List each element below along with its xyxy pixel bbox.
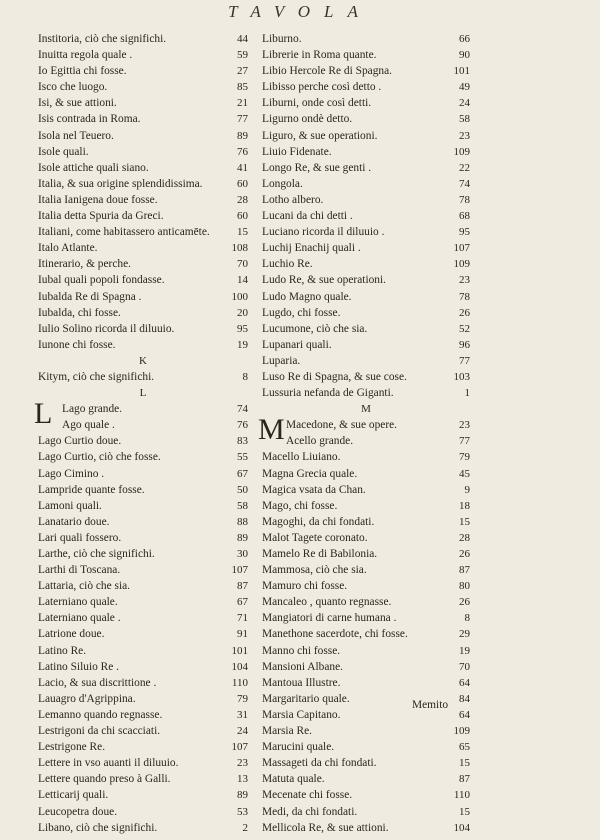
entry-text: Lestrigone Re. — [38, 741, 106, 754]
index-entry — [38, 723, 248, 739]
entry-text: Liburno. — [262, 33, 302, 45]
entry-page-number: 87 — [459, 773, 470, 786]
entry-text: Acello grande. — [286, 435, 354, 448]
index-entry — [38, 546, 248, 562]
entry-text: Magica vsata da Chan. — [262, 483, 366, 496]
page-header: TAVOLA — [228, 2, 372, 21]
entry-page-number: 22 — [459, 161, 470, 174]
entry-text: Mangiatori di carne humana . — [262, 612, 397, 625]
entry-text: Medi, da chi fondati. — [262, 805, 358, 818]
index-entry — [38, 594, 248, 610]
entry-page-number: 89 — [237, 129, 248, 142]
entry-text: Mansioni Albane. — [262, 660, 343, 673]
entry-text: Luciano ricorda il diluuio . — [262, 226, 385, 239]
entry-text: Luparia. — [262, 354, 301, 367]
index-entry — [262, 272, 470, 288]
entry-page-number: 78 — [459, 193, 470, 206]
index-entry — [262, 433, 470, 449]
entry-text: Lettere in vso auanti il diluuio. — [38, 757, 179, 770]
entry-text: Longola. — [262, 177, 303, 190]
entry-text: Letticarij quali. — [38, 789, 109, 802]
index-entry — [262, 353, 470, 369]
entry-text: Lago Curtio doue. — [38, 435, 122, 448]
index-entry — [262, 643, 470, 659]
index-entry — [262, 31, 470, 47]
entry-text: Malot Tagete coronato. — [262, 531, 368, 544]
entry-text: Macedone, & sue opere. — [286, 419, 398, 432]
index-entry — [38, 417, 248, 433]
entry-text: Massageti da chi fondati. — [262, 757, 377, 770]
index-entry — [38, 771, 248, 787]
entry-page-number: 14 — [237, 274, 248, 287]
entry-text: Lotho albero. — [262, 193, 324, 206]
entry-page-number: 53 — [237, 805, 248, 818]
index-entry — [262, 256, 470, 272]
entry-page-number: 84 — [459, 692, 470, 705]
entry-page-number: 107 — [231, 741, 248, 754]
entry-text: Iubal quali popoli fondasse. — [38, 274, 165, 287]
entry-text: Iulio Solino ricorda il diluuio. — [38, 322, 175, 335]
index-entry — [38, 482, 248, 498]
entry-page-number: 18 — [459, 499, 470, 512]
entry-page-number: 24 — [459, 97, 470, 110]
entry-page-number: 24 — [237, 725, 248, 738]
index-entry — [262, 111, 470, 127]
index-entry — [38, 305, 248, 321]
entry-page-number: 41 — [237, 161, 248, 174]
index-entry — [262, 63, 470, 79]
entry-page-number: 95 — [459, 226, 470, 239]
entry-text: Lemanno quando regnasse. — [38, 708, 163, 721]
index-entry — [38, 79, 248, 95]
entry-text: Laterniano quale . — [38, 612, 121, 625]
entry-text: Lupanari quali. — [262, 338, 332, 351]
index-entry — [262, 498, 470, 514]
entry-text: Matuta quale. — [262, 773, 325, 786]
entry-text: Mantoua Illustre. — [262, 676, 341, 689]
index-entry — [38, 321, 248, 337]
entry-text: Leucopetra doue. — [38, 805, 118, 818]
entry-text: Lamoni quali. — [38, 499, 102, 512]
entry-page-number: 66 — [459, 33, 470, 45]
entry-page-number: 87 — [459, 564, 470, 577]
entry-text: Isco che luogo. — [38, 81, 108, 94]
index-entry — [38, 176, 248, 192]
drop-cap: M — [258, 413, 285, 447]
entry-text: Mago, chi fosse. — [262, 499, 338, 512]
index-entry — [262, 771, 470, 787]
entry-text: Italia detta Spuria da Greci. — [38, 210, 164, 223]
index-entry — [38, 128, 248, 144]
entry-page-number: 95 — [237, 322, 248, 335]
entry-text: Lari quali fossero. — [38, 531, 122, 544]
entry-page-number: 74 — [237, 403, 248, 416]
index-entry — [262, 739, 470, 755]
index-column-left — [34, 31, 248, 836]
entry-text: Lugdo, chi fosse. — [262, 306, 341, 319]
entry-text: Io Egittia chi fosse. — [38, 65, 127, 78]
entry-page-number: 110 — [453, 789, 470, 802]
entry-page-number: 60 — [237, 177, 248, 190]
entry-page-number: 64 — [459, 708, 470, 721]
entry-text: Inuitta regola quale . — [38, 49, 133, 62]
entry-page-number: 26 — [459, 548, 470, 560]
index-entry — [38, 466, 248, 482]
entry-text: Lettere quando preso à Galli. — [38, 773, 171, 786]
index-entry — [262, 79, 470, 95]
entry-page-number: 91 — [237, 628, 248, 641]
index-entry — [38, 31, 248, 47]
index-entry — [38, 47, 248, 63]
entry-page-number: 68 — [459, 210, 470, 223]
index-entry — [38, 337, 248, 353]
entry-page-number: 30 — [237, 548, 248, 560]
index-entry — [262, 530, 470, 546]
entry-page-number: 31 — [237, 708, 248, 721]
entry-text: Marsia Capitano. — [262, 708, 341, 721]
entry-page-number: 58 — [237, 499, 248, 512]
entry-page-number: 9 — [464, 483, 470, 496]
entry-page-number: 89 — [237, 789, 248, 802]
index-entry — [38, 643, 248, 659]
entry-page-number: 70 — [459, 660, 470, 673]
index-entry — [38, 240, 248, 256]
index-entry — [262, 385, 470, 401]
index-entry — [262, 240, 470, 256]
index-entry — [38, 256, 248, 272]
index-entry — [38, 498, 248, 514]
entry-text: Liguro, & sue operationi. — [262, 129, 378, 142]
entry-page-number: 77 — [459, 354, 470, 367]
index-entry — [262, 610, 470, 626]
entry-page-number: 13 — [237, 773, 248, 786]
index-entry — [262, 546, 470, 562]
entry-text: Isis contrada in Roma. — [38, 113, 141, 126]
entry-text: Italia, & sua origine splendidissima. — [38, 177, 203, 190]
entry-text: Luchij Enachij quali . — [262, 242, 361, 255]
index-entry — [262, 369, 470, 385]
entry-page-number: 88 — [237, 515, 248, 528]
entry-text: Larthe, ciò che significhi. — [38, 548, 155, 560]
index-entry — [38, 63, 248, 79]
index-entry — [38, 192, 248, 208]
index-entry — [262, 514, 470, 530]
entry-page-number: 79 — [237, 692, 248, 705]
entry-text: Lampride quante fosse. — [38, 483, 145, 496]
entry-text: Isi, & sue attioni. — [38, 97, 117, 110]
index-entry — [38, 224, 248, 240]
entry-text: Mammosa, ciò che sia. — [262, 564, 367, 577]
entry-text: Lago Cimino . — [38, 467, 105, 480]
entry-page-number: 107 — [231, 564, 248, 577]
index-entry — [38, 289, 248, 305]
index-entry — [38, 659, 248, 675]
entry-page-number: 15 — [459, 515, 470, 528]
index-entry — [38, 144, 248, 160]
entry-text: Libisso perche così detto . — [262, 81, 382, 94]
entry-text: Luchio Re. — [262, 258, 313, 271]
entry-text: Mellicola Re, & sue attioni. — [262, 821, 389, 834]
entry-page-number: 23 — [459, 274, 470, 287]
entry-text: Iubalda, chi fosse. — [38, 306, 121, 319]
entry-text: Liuio Fidenate. — [262, 145, 332, 158]
entry-text: Latino Siluio Re . — [38, 660, 119, 673]
index-entry — [262, 466, 470, 482]
entry-page-number: 109 — [453, 145, 470, 158]
index-entry — [38, 804, 248, 820]
index-entry — [38, 530, 248, 546]
index-entry — [38, 739, 248, 755]
entry-text: Isola nel Teuero. — [38, 129, 114, 142]
entry-text: Lacio, & sua discrittione . — [38, 676, 157, 689]
entry-text: Latrione doue. — [38, 628, 105, 641]
entry-text: Itinerario, & perche. — [38, 258, 131, 271]
entry-page-number: 15 — [459, 757, 470, 770]
index-entry — [38, 449, 248, 465]
entry-text: Lanatario doue. — [38, 515, 110, 528]
entry-page-number: 58 — [459, 113, 470, 126]
entry-text: Librerie in Roma quante. — [262, 49, 377, 62]
entry-page-number: 23 — [237, 757, 248, 770]
index-entry — [262, 128, 470, 144]
entry-page-number: 8 — [464, 612, 470, 625]
entry-text: Mecenate chi fosse. — [262, 789, 353, 802]
index-entry — [262, 562, 470, 578]
index-entry — [262, 787, 470, 803]
index-entry — [38, 675, 248, 691]
entry-text: Italiani, come habitassero anticamēte. — [38, 226, 210, 239]
entry-page-number: 55 — [237, 451, 248, 464]
entry-page-number: 26 — [459, 596, 470, 609]
entry-page-number: 50 — [237, 483, 248, 496]
entry-page-number: 103 — [453, 370, 470, 383]
entry-text: Magna Grecia quale. — [262, 467, 358, 480]
entry-page-number: 1 — [464, 387, 470, 400]
entry-page-number: 45 — [459, 467, 470, 480]
entry-text: Libano, ciò che significhi. — [38, 821, 158, 834]
entry-page-number: 78 — [459, 290, 470, 303]
entry-page-number: 60 — [237, 210, 248, 223]
index-entry — [262, 192, 470, 208]
entry-text: Mancaleo , quanto regnasse. — [262, 596, 392, 609]
entry-page-number: 59 — [237, 49, 248, 62]
index-entry — [38, 755, 248, 771]
index-entry — [262, 176, 470, 192]
entry-page-number: 104 — [453, 821, 470, 834]
entry-page-number: 109 — [453, 725, 470, 738]
entry-page-number: 71 — [237, 612, 248, 625]
entry-page-number: 21 — [237, 97, 248, 110]
entry-text: Marsia Re. — [262, 725, 312, 738]
index-entry — [262, 321, 470, 337]
entry-page-number: 65 — [459, 741, 470, 754]
index-entry — [262, 289, 470, 305]
index-entry — [38, 820, 248, 836]
entry-page-number: 87 — [237, 580, 248, 593]
entry-page-number: 15 — [237, 226, 248, 239]
entry-page-number: 76 — [237, 145, 248, 158]
index-entry — [262, 626, 470, 642]
index-entry — [38, 272, 248, 288]
entry-page-number: 101 — [453, 65, 470, 78]
entry-text: Manno chi fosse. — [262, 644, 341, 657]
index-entry — [38, 433, 248, 449]
entry-page-number: 8 — [242, 370, 248, 383]
entry-text: Institoria, ciò che significhi. — [38, 33, 167, 45]
index-entry — [38, 610, 248, 626]
index-entry — [262, 305, 470, 321]
index-entry — [262, 804, 470, 820]
entry-page-number: 29 — [459, 628, 470, 641]
entry-page-number: 23 — [459, 129, 470, 142]
index-entry — [38, 707, 248, 723]
index-entry — [38, 578, 248, 594]
entry-text: Italia Ianigena doue fosse. — [38, 193, 158, 206]
entry-page-number: 109 — [453, 258, 470, 271]
index-entry — [262, 95, 470, 111]
index-entry — [262, 482, 470, 498]
entry-page-number: 19 — [459, 644, 470, 657]
entry-text: Kitym, ciò che significhi. — [38, 370, 155, 383]
entry-text: Isole attiche quali siano. — [38, 161, 149, 174]
index-entry — [262, 47, 470, 63]
section-letter: M — [361, 403, 371, 416]
entry-page-number: 104 — [231, 660, 248, 673]
entry-page-number: 52 — [459, 322, 470, 335]
entry-text: Magoghi, da chi fondati. — [262, 515, 375, 528]
index-entry — [262, 675, 470, 691]
index-entry — [38, 95, 248, 111]
entry-page-number: 67 — [237, 467, 248, 480]
index-entry — [262, 224, 470, 240]
entry-page-number: 70 — [237, 258, 248, 271]
entry-text: Lussuria nefanda de Giganti. — [262, 387, 394, 400]
entry-text: Ludo Magno quale. — [262, 290, 352, 303]
entry-page-number: 23 — [459, 419, 470, 432]
entry-text: Liburni, onde così detti. — [262, 97, 372, 110]
entry-page-number: 44 — [237, 33, 248, 45]
index-entry — [262, 594, 470, 610]
entry-text: Italo Atlante. — [38, 242, 98, 255]
entry-text: Lauagro d'Agrippina. — [38, 692, 136, 705]
index-entry — [38, 691, 248, 707]
index-entry — [38, 111, 248, 127]
entry-page-number: 107 — [453, 242, 470, 255]
index-entry — [262, 449, 470, 465]
entry-text: Lucani da chi detti . — [262, 210, 353, 223]
entry-page-number: 108 — [231, 242, 248, 255]
entry-page-number: 101 — [231, 644, 248, 657]
entry-text: Libio Hercole Re di Spagna. — [262, 65, 393, 78]
entry-text: Iubalda Re di Spagna . — [38, 290, 142, 303]
entry-text: Lestrigoni da chi scacciati. — [38, 725, 161, 738]
entry-page-number: 74 — [459, 177, 470, 190]
entry-text: Isole quali. — [38, 145, 89, 158]
entry-page-number: 2 — [242, 821, 248, 834]
index-entry — [38, 160, 248, 176]
index-entry — [38, 514, 248, 530]
entry-page-number: 76 — [237, 419, 248, 432]
index-entry — [262, 144, 470, 160]
index-entry — [262, 723, 470, 739]
entry-page-number: 110 — [231, 676, 248, 689]
entry-text: Longo Re, & sue genti . — [262, 161, 372, 174]
entry-page-number: 85 — [237, 81, 248, 94]
entry-page-number: 90 — [459, 49, 470, 62]
entry-text: Margaritario quale. — [262, 692, 350, 705]
section-letter: K — [139, 354, 147, 367]
entry-page-number: 77 — [237, 113, 248, 126]
entry-text: Ligurno ondè detto. — [262, 113, 353, 126]
index-entry — [262, 208, 470, 224]
index-entry — [262, 659, 470, 675]
entry-page-number: 19 — [237, 338, 248, 351]
entry-text: Manethone sacerdote, chi fosse. — [262, 628, 408, 641]
entry-text: Macello Liuiano. — [262, 451, 341, 464]
entry-page-number: 96 — [459, 338, 470, 351]
entry-text: Iunone chi fosse. — [38, 338, 116, 351]
entry-text: Larthi di Toscana. — [38, 564, 121, 577]
entry-text: Mamelo Re di Babilonia. — [262, 548, 378, 560]
entry-page-number: 27 — [237, 65, 248, 78]
index-entry — [38, 208, 248, 224]
entry-page-number: 28 — [459, 531, 470, 544]
entry-text: Ludo Re, & sue operationi. — [262, 274, 387, 287]
entry-page-number: 100 — [231, 290, 248, 303]
entry-page-number: 15 — [459, 805, 470, 818]
entry-text: Luso Re di Spagna, & sue cose. — [262, 370, 407, 383]
index-entry — [262, 820, 470, 836]
index-entry — [262, 337, 470, 353]
index-entry — [38, 562, 248, 578]
index-entry — [38, 369, 248, 385]
entry-text: Lucumone, ciò che sia. — [262, 322, 368, 335]
index-entry — [38, 626, 248, 642]
catchword: Memito — [412, 699, 449, 711]
section-letter: L — [139, 387, 147, 400]
index-entry — [262, 578, 470, 594]
entry-text: Lattaria, ciò che sia. — [38, 580, 131, 593]
entry-page-number: 89 — [237, 531, 248, 544]
index-entry — [262, 755, 470, 771]
entry-page-number: 67 — [237, 596, 248, 609]
entry-text: Lago Curtio, ciò che fosse. — [38, 451, 161, 464]
index-entry — [262, 160, 470, 176]
entry-text: Lago grande. — [62, 403, 123, 416]
entry-page-number: 64 — [459, 676, 470, 689]
entry-text: Latino Re. — [38, 644, 87, 657]
entry-page-number: 20 — [237, 306, 248, 319]
entry-text: Marucini quale. — [262, 741, 335, 754]
entry-page-number: 28 — [237, 193, 248, 206]
drop-cap: L — [34, 397, 53, 431]
entry-page-number: 26 — [459, 306, 470, 319]
index-entry — [38, 787, 248, 803]
entry-page-number: 79 — [459, 451, 470, 464]
entry-text: Laterniano quale. — [38, 596, 118, 609]
entry-page-number: 83 — [237, 435, 248, 448]
entry-page-number: 49 — [459, 81, 470, 94]
entry-page-number: 77 — [459, 435, 470, 448]
entry-text: Ago quale . — [62, 419, 115, 432]
index-column-right — [258, 31, 470, 836]
entry-page-number: 80 — [459, 580, 470, 593]
entry-text: Mamuro chi fosse. — [262, 580, 348, 593]
